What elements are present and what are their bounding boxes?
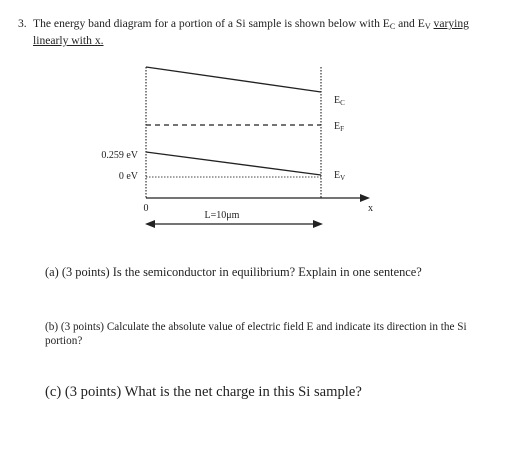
underlined-linearly: linearly with x.	[33, 34, 104, 47]
ec-label: $E_C$	[334, 95, 345, 107]
ec-subscript: C	[389, 22, 396, 31]
part-c: (c) (3 points) What is the net charge in this Si sample?	[45, 384, 362, 400]
question-number: 3.	[18, 17, 27, 30]
question-text-pre: The energy band diagram for a portion of a Si sample is shown below with E	[33, 17, 390, 30]
ec-line	[146, 67, 321, 92]
ef-label: $E_F$	[334, 121, 345, 133]
length-arrow-left-head	[145, 220, 155, 228]
x-axis-label: x	[368, 203, 373, 214]
part-a: (a) (3 points) Is the semiconductor in equilibrium? Explain in one sentence?	[45, 265, 422, 279]
x-axis-arrowhead	[360, 194, 370, 202]
ev-subscript: V	[424, 22, 431, 31]
length-label: L=10μm	[204, 210, 240, 221]
part-b: (b) (3 points) Calculate the absolute value of electric field E and indicate its direction in the Si portion?	[45, 321, 467, 347]
question-text-mid: and E	[395, 17, 425, 30]
length-arrow-right-head	[313, 220, 323, 228]
underlined-varying: varying	[433, 17, 469, 30]
ev-line	[146, 152, 321, 175]
energy-0ev-label: 0 eV	[118, 171, 138, 182]
x-origin-label: 0	[143, 203, 149, 214]
ev-label: $E_V$	[334, 170, 346, 182]
energy-0259-label: 0.259 eV	[101, 150, 138, 161]
